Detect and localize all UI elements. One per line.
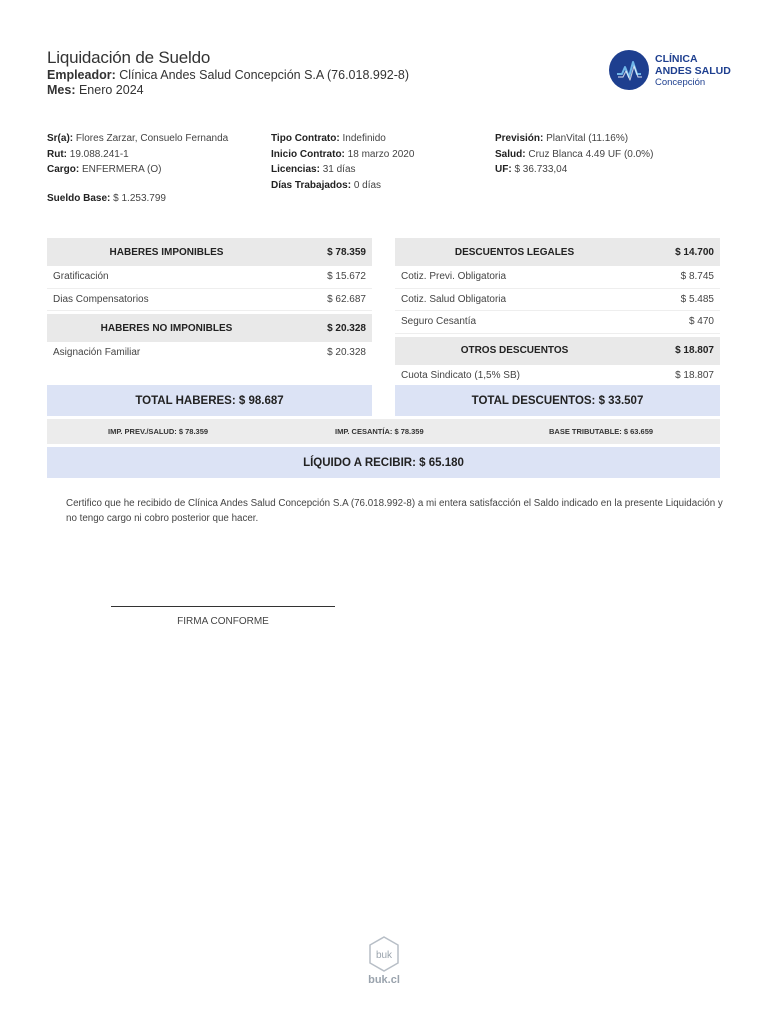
logo-line-3: Concepción <box>655 77 706 88</box>
document-header <box>47 48 409 98</box>
document-title: Liquidación de Sueldo <box>47 48 211 67</box>
table-row <box>47 266 372 289</box>
licenses-value: 31 días <box>322 164 356 175</box>
clinic-logo <box>609 50 739 92</box>
licenses-label: Licencias: <box>271 164 320 175</box>
row-label: Cotiz. Previ. Obligatoria <box>401 271 507 283</box>
row-value: $ 18.807 <box>675 369 714 381</box>
taxable-earnings-total: $ 78.359 <box>327 246 366 258</box>
contract-start-label: Inicio Contrato: <box>271 148 345 160</box>
clinic-logo-text <box>655 54 731 89</box>
certification-text: Certifico que he recibido de Clínica Andes Salud Concepción S.A (76.018.992-8) a mi entera satisfacción el Saldo indicado en la presente Liquidación y no tengo cargo ni cobro posterior que hacer. <box>66 498 723 524</box>
contract-info <box>271 131 414 193</box>
month-value: Enero 2024 <box>78 83 144 97</box>
legal-deductions-title: DESCUENTOS LEGALES <box>454 246 575 258</box>
cargo-label: Cargo: <box>47 164 80 175</box>
row-label: Cotiz. Salud Obligatoria <box>401 293 507 305</box>
base-tributable: BASE TRIBUTABLE: $ 63.659 <box>549 427 654 436</box>
taxable-earnings-header <box>47 238 372 266</box>
contract-type-label: Tipo Contrato: <box>271 133 340 144</box>
net-pay: LÍQUIDO A RECIBIR: $ 65.180 <box>47 447 720 478</box>
buk-logo-icon <box>367 935 401 973</box>
row-label: Asignación Familiar <box>53 347 141 359</box>
row-value: $ 20.328 <box>327 347 366 359</box>
total-deductions: TOTAL DESCUENTOS: $ 33.507 <box>395 385 720 416</box>
tax-bases-bar <box>47 419 720 444</box>
row-value: $ 470 <box>688 316 714 328</box>
other-deductions-total: $ 18.807 <box>675 345 714 356</box>
uf-label: UF: <box>495 164 512 175</box>
table-row <box>395 289 720 312</box>
logo-line-2: ANDES SALUD <box>655 64 731 77</box>
name-value: Flores Zarzar, Consuelo Fernanda <box>75 133 229 144</box>
row-value: $ 15.672 <box>327 271 366 283</box>
days-worked-label: Días Trabajados: <box>271 179 352 191</box>
non-taxable-earnings-total: $ 20.328 <box>327 322 366 334</box>
signature-label: FIRMA CONFORME <box>177 616 269 627</box>
row-value: $ 8.745 <box>680 271 714 283</box>
base-salary-value: $ 1.253.799 <box>113 193 166 204</box>
other-deductions-header <box>395 337 720 365</box>
row-label: Gratificación <box>53 271 109 283</box>
legal-deductions-total: $ 14.700 <box>675 246 714 258</box>
cargo-value: ENFERMERA (O) <box>82 164 162 175</box>
health-value: Cruz Blanca 4.49 UF (0.0%) <box>528 148 654 160</box>
row-label: Dias Compensatorios <box>53 293 149 305</box>
rut-label: Rut: <box>47 148 67 160</box>
prevision-value: PlanVital (11.16%) <box>546 133 629 144</box>
days-worked-value: 0 días <box>353 179 382 191</box>
imp-cesantia: IMP. CESANTÍA: $ 78.359 <box>335 427 424 436</box>
employer-label: Empleador: <box>47 68 116 82</box>
prevision-info <box>495 131 653 178</box>
clinic-logo-icon <box>609 50 649 90</box>
row-value: $ 62.687 <box>327 293 366 305</box>
table-row <box>47 289 372 312</box>
name-label: Sr(a): <box>47 133 74 144</box>
table-row <box>395 311 720 334</box>
table-row <box>395 266 720 289</box>
rut-value: 19.088.241-1 <box>69 148 129 160</box>
deductions-table <box>395 238 720 386</box>
other-deductions-title: OTROS DESCUENTOS <box>460 345 569 356</box>
imp-prev-salud: IMP. PREV./SALUD: $ 78.359 <box>108 427 209 436</box>
base-salary-label: Sueldo Base: <box>47 193 111 204</box>
row-label: Seguro Cesantía <box>401 316 477 328</box>
footer-site[interactable]: buk.cl <box>368 974 400 986</box>
non-taxable-earnings-title: HABERES NO IMPONIBLES <box>100 322 233 334</box>
contract-type-value: Indefinido <box>342 133 386 144</box>
contract-start-value: 18 marzo 2020 <box>347 148 415 160</box>
uf-value: $ 36.733,04 <box>514 164 568 175</box>
employee-info <box>47 131 228 178</box>
row-value: $ 5.485 <box>680 293 714 305</box>
buk-icon-text: buk <box>375 950 393 961</box>
earnings-table <box>47 238 372 364</box>
employer-value: Clínica Andes Salud Concepción S.A (76.018.992-8) <box>119 68 410 82</box>
employer-line <box>47 68 409 83</box>
health-label: Salud: <box>495 148 526 160</box>
month-line <box>47 83 409 98</box>
table-row <box>395 365 720 387</box>
legal-deductions-header <box>395 238 720 266</box>
prevision-label: Previsión: <box>495 133 544 144</box>
non-taxable-earnings-header <box>47 314 372 342</box>
base-salary <box>47 193 166 204</box>
signature-line <box>111 606 335 607</box>
logo-line-1: CLÍNICA <box>655 53 698 65</box>
taxable-earnings-title: HABERES IMPONIBLES <box>109 246 224 258</box>
row-label: Cuota Sindicato (1,5% SB) <box>401 369 520 381</box>
table-row <box>47 342 372 364</box>
total-earnings: TOTAL HABERES: $ 98.687 <box>47 385 372 416</box>
month-label: Mes: <box>47 83 76 97</box>
